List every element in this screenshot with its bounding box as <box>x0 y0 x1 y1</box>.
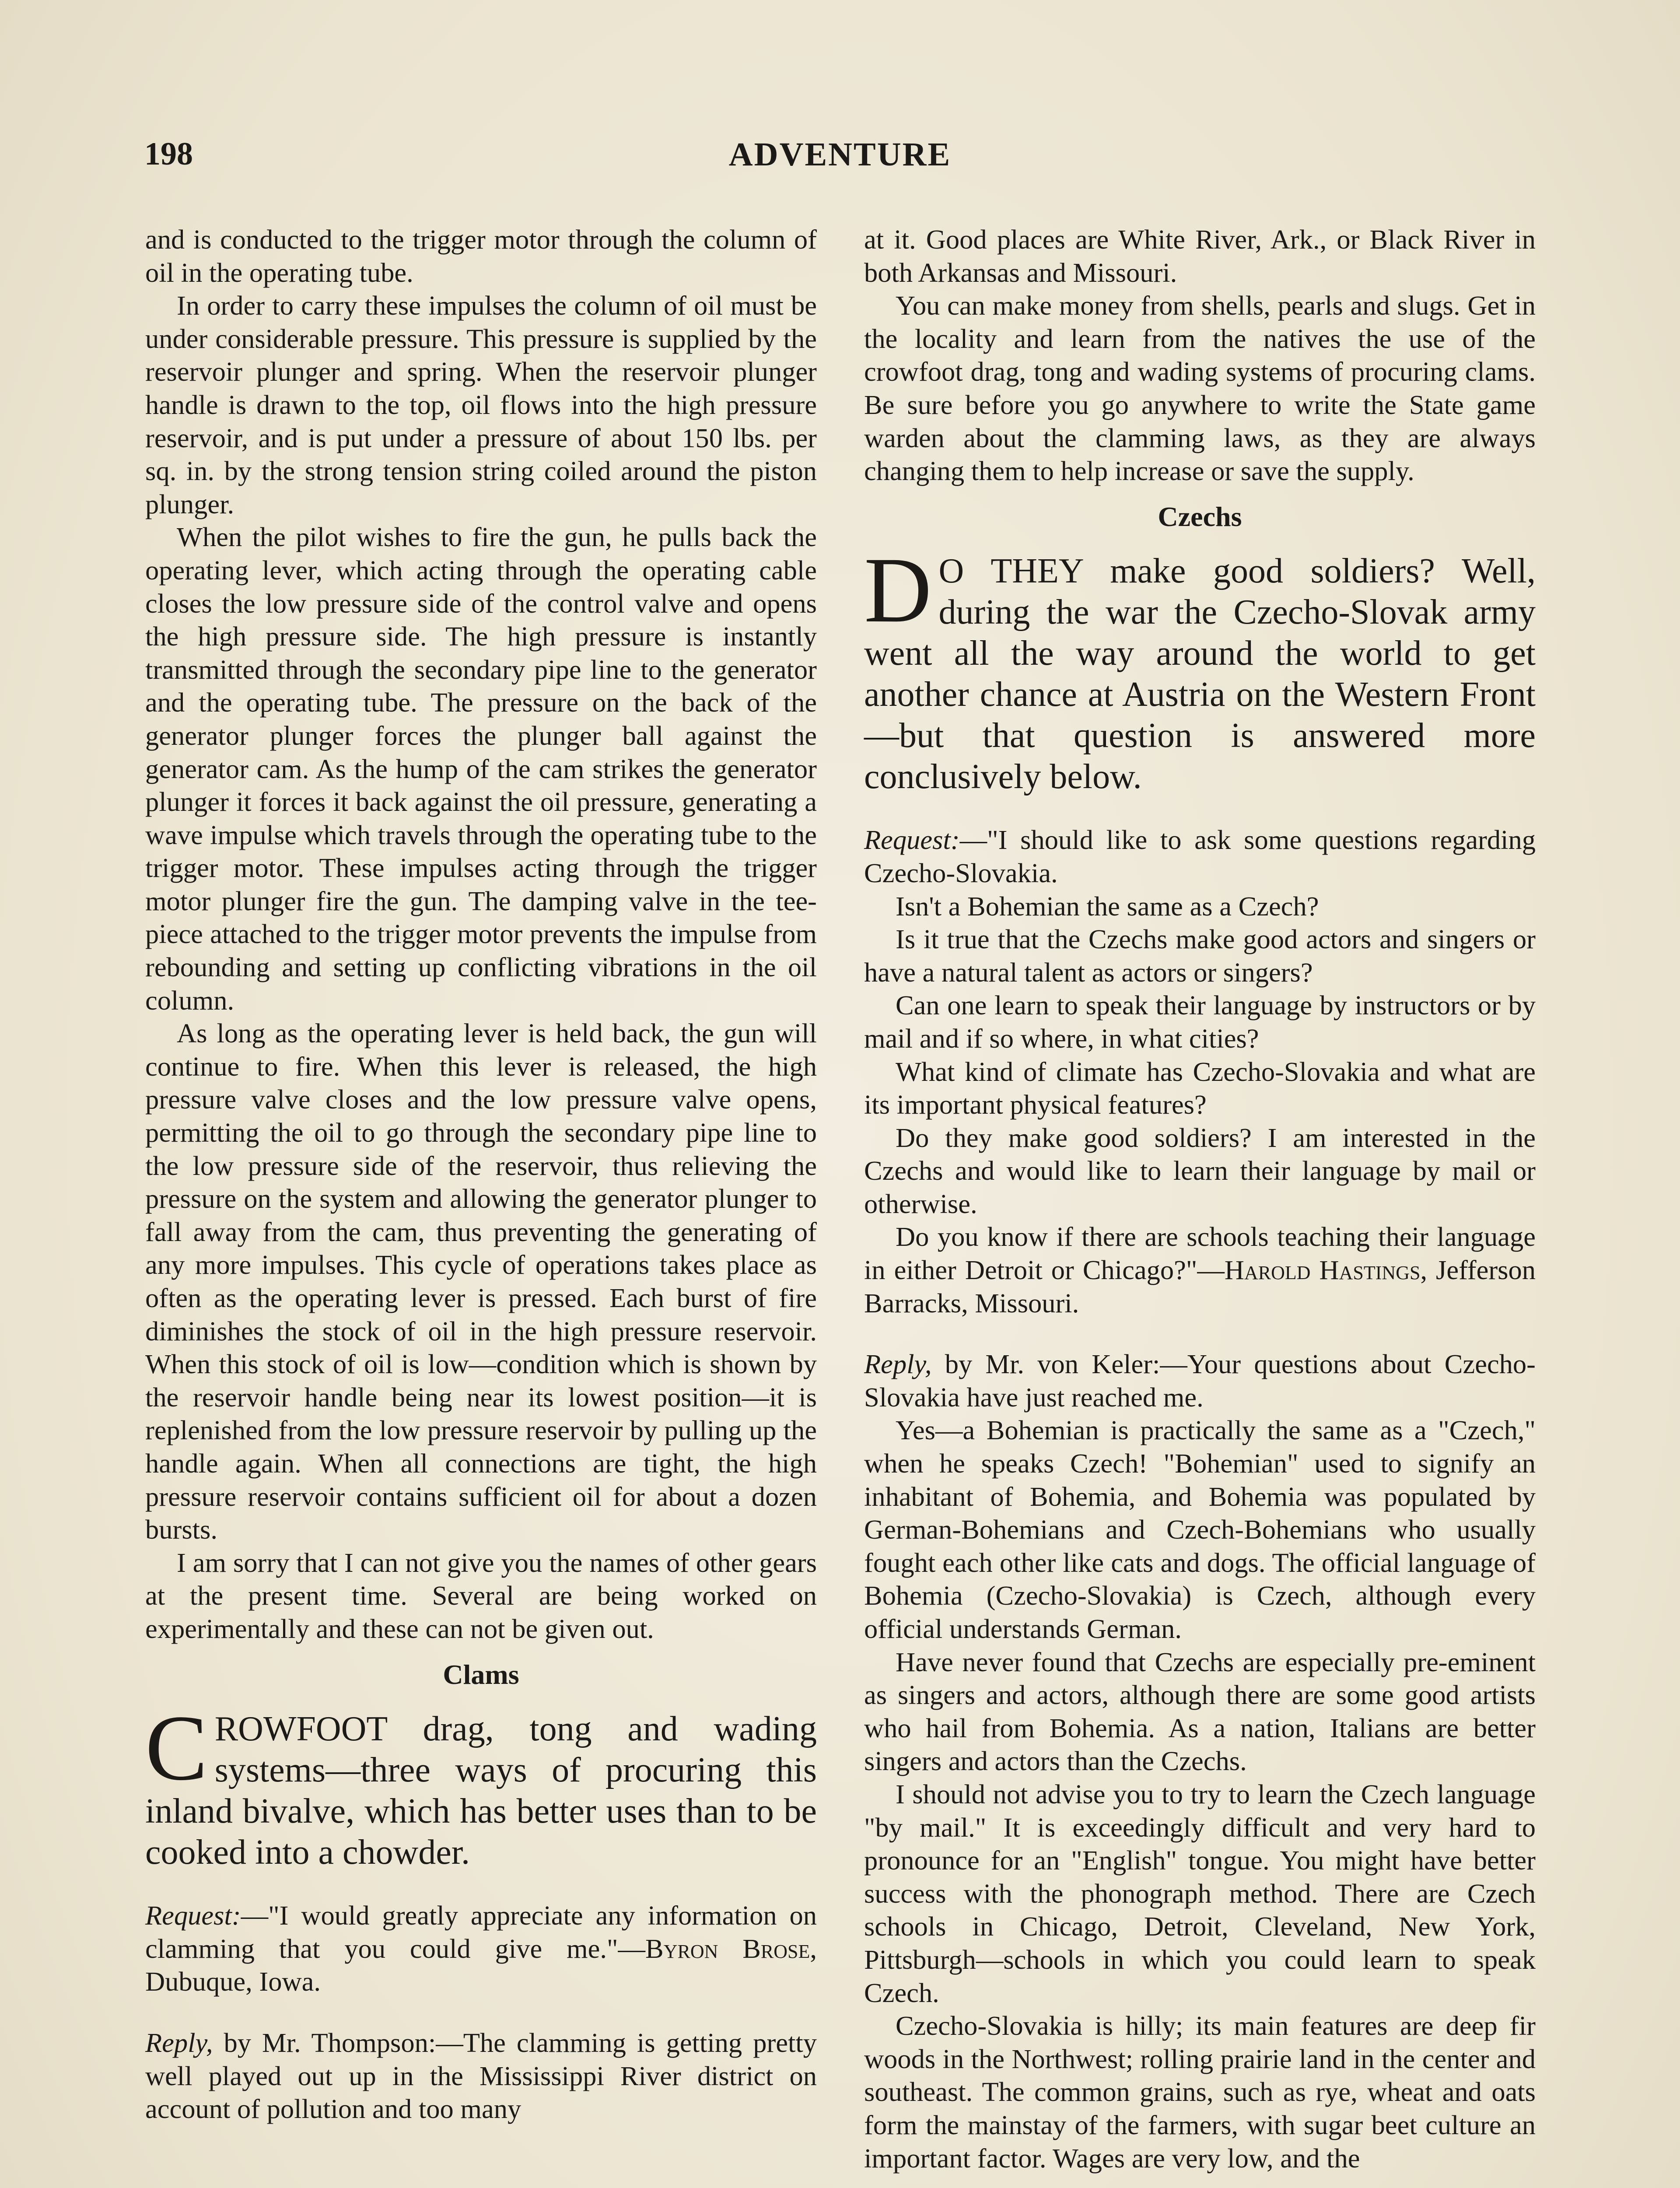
reply-paragraph: Have never found that Czechs are especially pre-eminent as singers and actors, although there are some good artists who hail from Bohemia. As a nation, Italians are better singers and actors than the Czechs. <box>864 1646 1536 1777</box>
right-column <box>864 223 1536 2175</box>
request-label: Request: <box>864 824 960 856</box>
reply-text: by Mr. von Keler:—Your questions about Czecho-Slovakia have just reached me. <box>864 1349 1536 1413</box>
spacer <box>864 1320 1536 1348</box>
request-place: , Dubuque, Iowa. <box>145 1933 817 1997</box>
reply-paragraph <box>145 2027 817 2126</box>
question: Do they make good soldiers? I am interested in the Czechs and would like to learn their language by mail or otherwise. <box>864 1122 1536 1219</box>
request-label: Request: <box>145 1900 241 1931</box>
section-heading-clams: Clams <box>443 1659 519 1690</box>
question <box>864 1220 1536 1320</box>
running-title: ADVENTURE <box>728 136 952 173</box>
paragraph: As long as the operating lever is held back, the gun will continue to fire. When this lever is released, the high pressure valve closes and the low pressure valve opens, permitting the oil to go through the secondary pipe line to the low pressure side of the reservoir, thus relieving the pressure on the system and allowing the generator plunger to fall away from the cam, thus preventing the generating of any more impulses. This cycle of operations takes place as often as the operating lever is pressed. Each burst of fire diminishes the stock of oil in the high pressure reservoir. When this stock of oil is low—condition which is shown by the reservoir handle being near its lowest position—it is replenished from the low pressure reservoir by pulling up the handle again. When all connections are tight, the high pressure reservoir contains sufficient oil for about a dozen bursts. <box>145 1018 817 1545</box>
spacer <box>145 1999 817 2027</box>
lead-text: ROWFOOT drag, tong and wading systems—three ways of procuring this inland bivalve, which has better uses than to be cooked into a chowder. <box>145 1710 817 1872</box>
question: Is it true that the Czechs make good actors and singers or have a natural talent as actors or singers? <box>864 924 1536 988</box>
paragraph: and is conducted to the trigger motor through the column of oil in the operating tube. <box>145 224 817 288</box>
reply-paragraph: I should not advise you to try to learn the Czech language "by mail." It is exceedingly difficult and very hard to pronounce for an "English" tongue. You might have better success with the phonograph method. There are Czech schools in Chicago, Detroit, Cleveland, New York, Pittsburgh—schools in which you could learn to speak Czech. <box>864 1778 1536 2008</box>
question: Can one learn to speak their language by instructors or by mail and if so where, in what cities? <box>864 990 1536 1054</box>
section-lead-czechs <box>864 538 1536 797</box>
request-author: Harold Hastings <box>1224 1255 1421 1286</box>
reply-label: Reply, <box>145 2027 213 2058</box>
paragraph: at it. Good places are White River, Ark., or Black River in both Arkansas and Missouri. <box>864 224 1536 288</box>
section-heading-czechs: Czechs <box>1158 501 1242 532</box>
section-lead-clams <box>145 1696 817 1873</box>
reply-label: Reply, <box>864 1349 932 1380</box>
reply-text: by Mr. Thompson:—The clamming is getting pretty well played out up in the Mississippi River district on account of pollution and too many <box>145 2027 817 2125</box>
question-text: Do you know if there are schools teaching their language in either Detroit or Chicago?"— <box>864 1221 1536 1286</box>
reply-paragraph: Yes—a Bohemian is practically the same as a "Czech," when he speaks Czech! "Bohemian" used to signify an inhabitant of Bohemia, and Bohemia was populated by German-Bohemians and Czech-Bohemians who usually fought each other like cats and dogs. The official language of Bohemia (Czecho-Slovakia) is Czech, although every official understands German. <box>864 1415 1536 1644</box>
paragraph: In order to carry these impulses the column of oil must be under considerable pressure. This pressure is supplied by the reservoir plunger and spring. When the reservoir plunger handle is drawn to the top, oil flows into the high pressure reservoir, and is put under a pressure of about 150 lbs. per sq. in. by the strong tension string coiled around the piston plunger. <box>145 290 817 519</box>
request-author: Byron Brose <box>645 1933 810 1964</box>
question: Isn't a Bohemian the same as a Czech? <box>896 891 1319 922</box>
reply-paragraph <box>864 1348 1536 1414</box>
paragraph: I am sorry that I can not give you the names of other gears at the present time. Several are being worked on experimentally and these can not be given out. <box>145 1547 817 1644</box>
paragraph: You can make money from shells, pearls and slugs. Get in the locality and learn from the natives the use of the crowfoot drag, tong and wading systems of procuring clams. Be sure before you go anywhere to write the State game warden about the clamming laws, as they are always changing them to help increase or save the supply. <box>864 290 1536 487</box>
request-text: —"I should like to ask some questions regarding Czecho-Slovakia. <box>864 824 1536 888</box>
request-paragraph <box>145 1899 817 1999</box>
paragraph: When the pilot wishes to fire the gun, he pulls back the operating lever, which acting through the operating cable closes the low pressure side of the control valve and opens the high pressure side. The high pressure is instantly transmitted through the secondary pipe line to the generator and the operating tube. The pressure on the back of the generator plunger forces the plunger ball against the generator cam. As the hump of the cam strikes the generator plunger it forces it back against the oil pressure, generating a wave impulse which travels through the operating tube to the trigger motor. These impulses acting through the trigger motor plunger fire the gun. The damping valve in the tee-piece attached to the trigger motor prevents the impulse from rebounding and setting up conflicting vibrations in the oil column. <box>145 522 817 1016</box>
request-place: , Jefferson Barracks, Missouri. <box>864 1255 1536 1318</box>
question: What kind of climate has Czecho-Slovakia and what are its important physical features? <box>864 1056 1536 1120</box>
lead-text: O THEY make good soldiers? Well, during the war the Czecho-Slovak army went all the way around the world to get another chance at Austria on the Western Front—but that question is answered more conclusively below. <box>864 552 1536 796</box>
request-text: —"I would greatly appreciate any information on clamming that you could give me."— <box>145 1900 817 1964</box>
drop-cap: C <box>145 1696 208 1800</box>
reply-paragraph: Czecho-Slovakia is hilly; its main features are deep fir woods in the Northwest; rolling prairie land in the center and southeast. The common grains, such as rye, wheat and oats form the mainstay of the farmers, with sugar beet culture an important factor. Wages are very low, and the <box>864 2010 1536 2174</box>
page-number: 198 <box>144 136 193 172</box>
drop-cap: D <box>864 538 932 642</box>
left-column <box>145 223 817 2126</box>
request-paragraph <box>864 824 1536 890</box>
page-header <box>144 136 1536 184</box>
